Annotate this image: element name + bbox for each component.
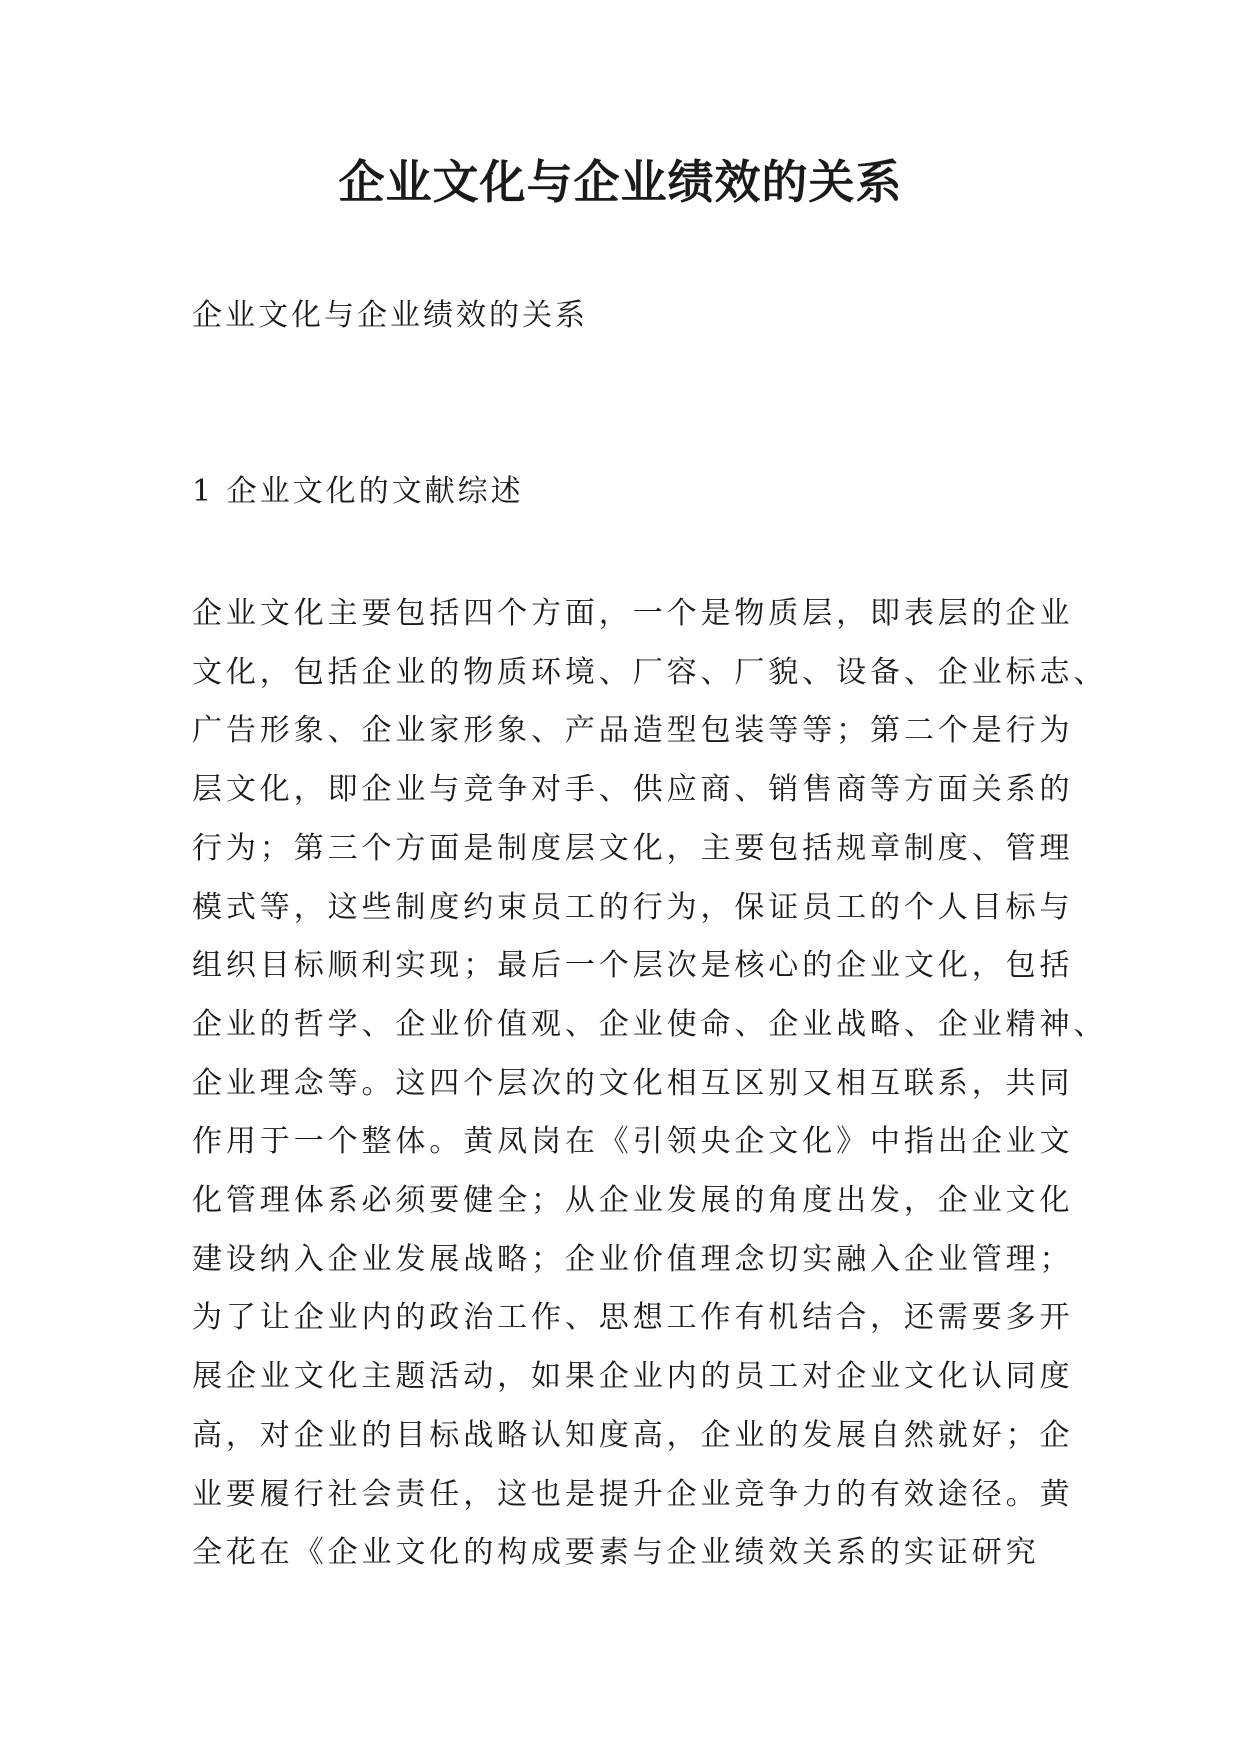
document-subtitle: 企业文化与企业绩效的关系 — [192, 298, 588, 333]
body-line: 化管理体系必须要健全；从企业发展的角度出发，企业文化 — [192, 1183, 1074, 1219]
body-line: 模式等，这些制度约束员工的行为，保证员工的个人目标与 — [192, 889, 1074, 925]
body-line: 组织目标顺利实现；最后一个层次是核心的企业文化，包括 — [192, 948, 1074, 984]
body-line: 为了让企业内的政治工作、思想工作有机结合，还需要多开 — [192, 1300, 1074, 1336]
body-line: 作用于一个整体。黄凤岗在《引领央企文化》中指出企业文 — [192, 1124, 1074, 1160]
body-line: 企业的哲学、企业价值观、企业使命、企业战略、企业精神、 — [192, 1006, 1108, 1042]
body-line: 建设纳入企业发展战略；企业价值理念切实融入企业管理； — [192, 1241, 1074, 1277]
body-line: 展企业文化主题活动，如果企业内的员工对企业文化认同度 — [192, 1359, 1074, 1395]
document-title: 企业文化与企业绩效的关系 — [338, 155, 903, 209]
body-line: 层文化，即企业与竞争对手、供应商、销售商等方面关系的 — [192, 772, 1074, 808]
body-line: 行为；第三个方面是制度层文化，主要包括规章制度、管理 — [192, 830, 1074, 866]
body-line: 广告形象、企业家形象、产品造型包装等等；第二个是行为 — [192, 713, 1074, 749]
body-paragraph — [192, 585, 1108, 1583]
body-line: 全花在《企业文化的构成要素与企业绩效关系的实证研究 — [192, 1535, 1040, 1571]
body-line: 文化，包括企业的物质环境、厂容、厂貌、设备、企业标志、 — [192, 654, 1108, 690]
body-line: 企业文化主要包括四个方面，一个是物质层，即表层的企业 — [192, 596, 1074, 631]
body-line: 企业理念等。这四个层次的文化相互区别又相互联系，共同 — [192, 1065, 1074, 1101]
section-heading: 1 企业文化的文献综述 — [192, 474, 524, 509]
body-line: 业要履行社会责任，这也是提升企业竞争力的有效途径。黄 — [192, 1476, 1074, 1512]
body-line: 高，对企业的目标战略认知度高，企业的发展自然就好；企 — [192, 1417, 1074, 1453]
